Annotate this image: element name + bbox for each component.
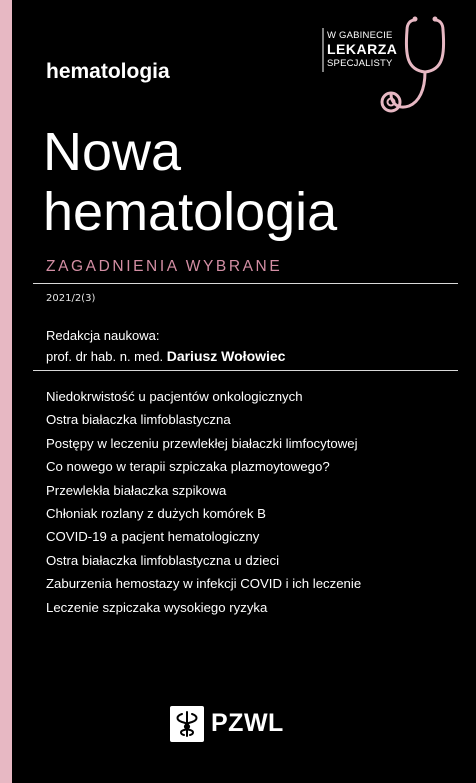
- topic-item: Przewlekła białaczka szpikowa: [46, 482, 227, 498]
- topic-item: Chłoniak rozlany z dużych komórek B: [46, 506, 266, 522]
- editor-credit: [46, 346, 285, 367]
- series-line-1: W GABINECIE: [327, 30, 393, 41]
- series-badge: [315, 10, 475, 120]
- category-label: hematologia: [46, 60, 170, 83]
- series-line-2: LEKARZA: [327, 41, 398, 57]
- divider-mid: [33, 370, 458, 371]
- pzwl-logo-icon: [170, 706, 204, 742]
- editor-prefix: prof. dr hab. n. med.: [46, 349, 164, 364]
- editor-block: [46, 326, 285, 367]
- divider-top: [33, 283, 458, 284]
- topic-item: COVID-19 a pacjent hematologiczny: [46, 529, 260, 545]
- publisher-name: PZWL: [211, 709, 284, 737]
- publisher-logo: [170, 706, 320, 742]
- issue-number: 2021/2(3): [46, 293, 96, 304]
- series-line-3: SPECJALISTY: [327, 58, 393, 69]
- topic-item: Ostra białaczka limfoblastyczna u dzieci: [46, 552, 280, 568]
- topic-item: Niedokrwistość u pacjentów onkologicznych: [46, 389, 303, 404]
- topic-item: Zaburzenia hemostazy w infekcji COVID i ich leczenie: [46, 576, 362, 592]
- book-subtitle: ZAGADNIENIA WYBRANE: [46, 258, 283, 275]
- title-line-2: hematologia: [43, 182, 338, 242]
- topic-item: Leczenie szpiczaka wysokiego ryzyka: [46, 599, 268, 615]
- editor-label: Redakcja naukowa:: [46, 328, 160, 343]
- topics-list: [46, 385, 361, 619]
- spine-stripe: [0, 0, 12, 783]
- topic-item: Postępy w leczeniu przewlekłej białaczki limfocytowej: [46, 435, 358, 451]
- editor-name: Dariusz Wołowiec: [166, 348, 286, 364]
- topic-item: Co nowego w terapii szpiczaka plazmoytowego?: [46, 459, 330, 475]
- topic-item: Ostra białaczka limfoblastyczna: [46, 412, 231, 428]
- title-line-1: Nowa: [43, 122, 182, 182]
- book-title: [43, 122, 337, 242]
